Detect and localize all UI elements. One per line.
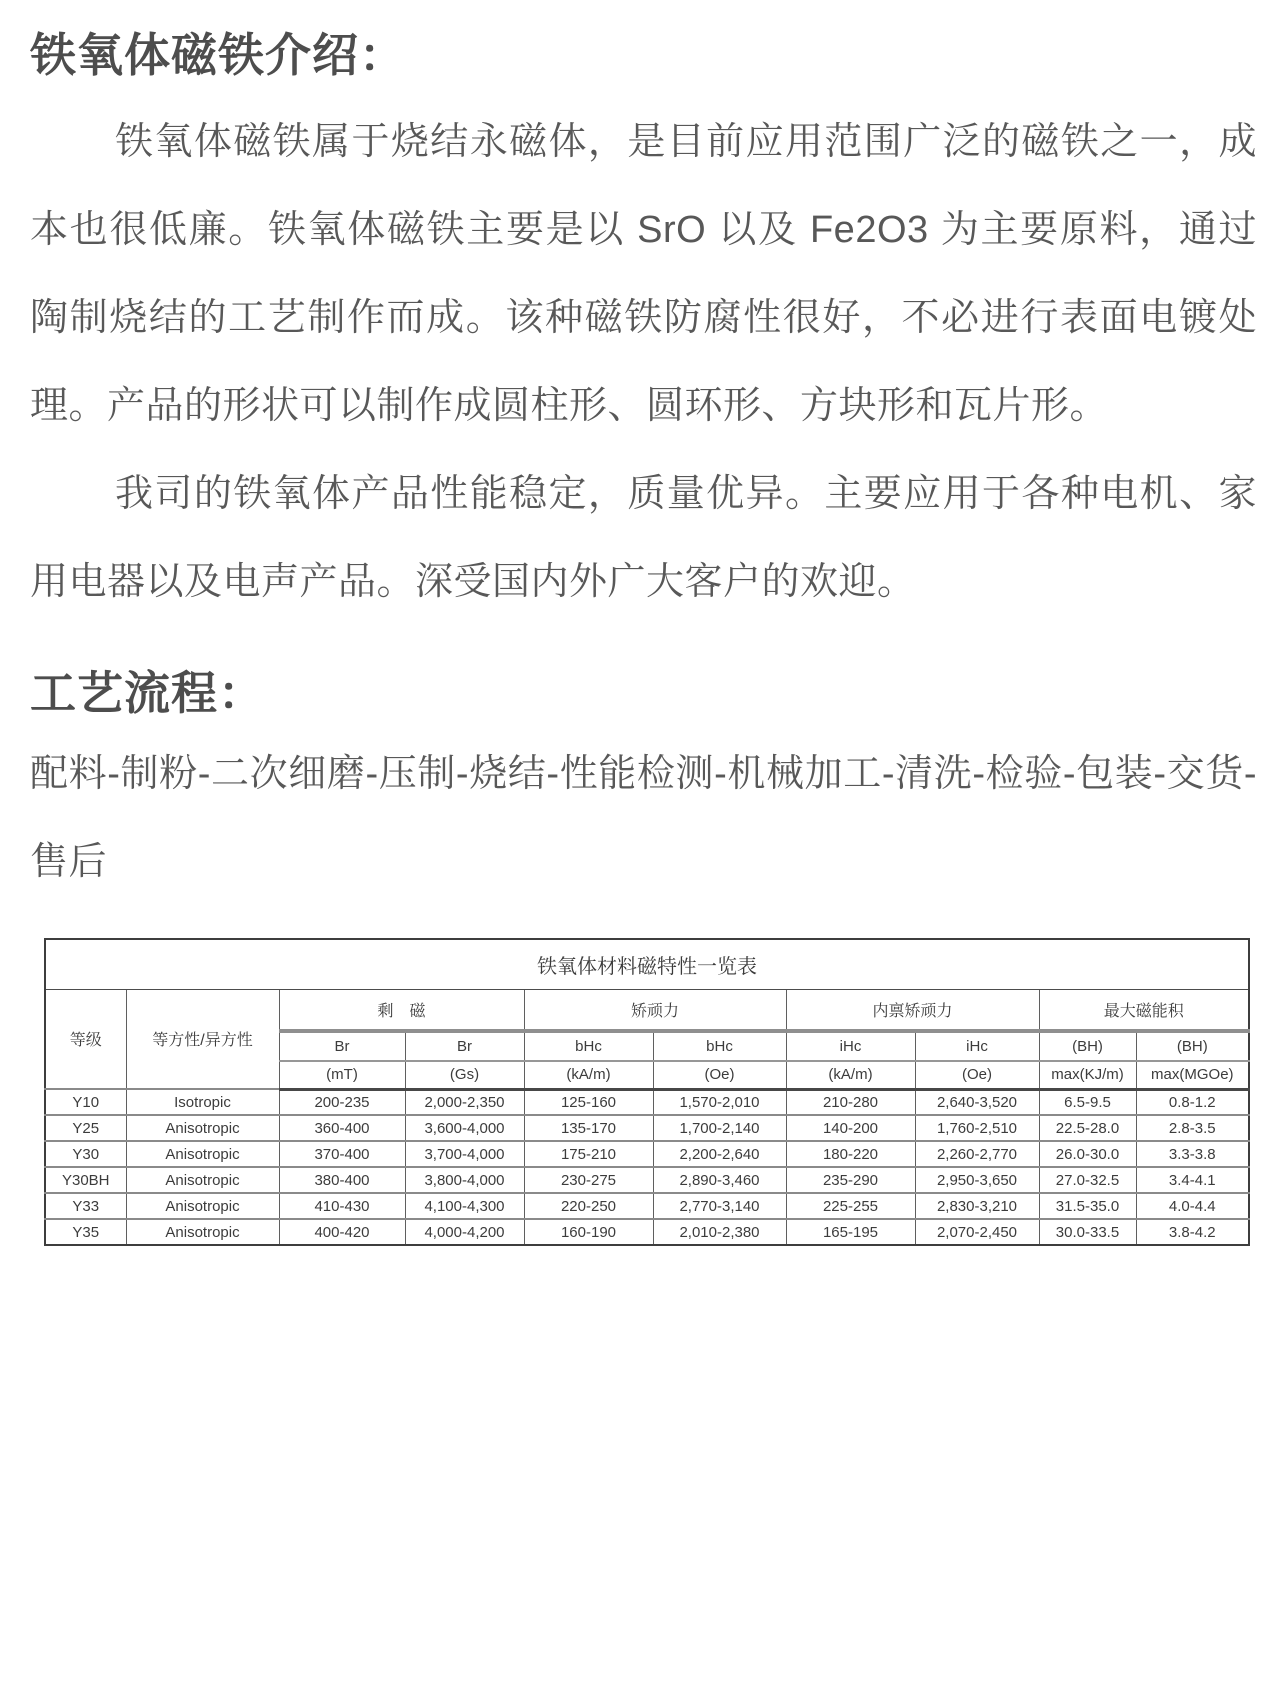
grade-cell: Y25 [45, 1115, 126, 1141]
table-cell: 3,700-4,000 [405, 1141, 524, 1167]
unit-bhc-kam: (kA/m) [524, 1061, 653, 1089]
table-cell: 2,260-2,770 [915, 1141, 1039, 1167]
table-cell: 6.5-9.5 [1039, 1089, 1136, 1115]
grade-cell: Y30BH [45, 1167, 126, 1193]
table-row-y25 [45, 1115, 1249, 1141]
table-cell: 220-250 [524, 1193, 653, 1219]
table-cell: 4,100-4,300 [405, 1193, 524, 1219]
table-cell: 4.0-4.4 [1136, 1193, 1249, 1219]
intro-paragraph-2: 我司的铁氧体产品性能稳定，质量优异。主要应用于各种电机、家用电器以及电声产品。深受国内外广大客户的欢迎。 [30, 473, 1257, 603]
table-cell: 370-400 [279, 1141, 405, 1167]
table-row-y30bh [45, 1167, 1249, 1193]
unit-br-gs: (Gs) [405, 1061, 524, 1089]
table-cell: 2,640-3,520 [915, 1089, 1039, 1115]
table-cell: 2.8-3.5 [1136, 1115, 1249, 1141]
table-cell: 2,890-3,460 [653, 1167, 786, 1193]
table-cell: 135-170 [524, 1115, 653, 1141]
table-cell: 140-200 [786, 1115, 915, 1141]
table-cell: 3,600-4,000 [405, 1115, 524, 1141]
unit-bhc-oe: (Oe) [653, 1061, 786, 1089]
table-cell: 400-420 [279, 1219, 405, 1245]
table-cell: 165-195 [786, 1219, 915, 1245]
table-cell: 125-160 [524, 1089, 653, 1115]
table-cell: 2,200-2,640 [653, 1141, 786, 1167]
col-header-bhc-oe: bHc [653, 1031, 786, 1061]
grade-cell: Y10 [45, 1089, 126, 1115]
table-cell: 3,800-4,000 [405, 1167, 524, 1193]
table-row-y35 [45, 1219, 1249, 1245]
col-header-br-gs: Br [405, 1031, 524, 1061]
table-cell: 1,700-2,140 [653, 1115, 786, 1141]
table-cell: 1,570-2,010 [653, 1089, 786, 1115]
table-cell: 410-430 [279, 1193, 405, 1219]
table-cell: 360-400 [279, 1115, 405, 1141]
table-cell: 2,070-2,450 [915, 1219, 1039, 1245]
isotropy-cell: Isotropic [126, 1089, 279, 1115]
table-cell: 2,770-3,140 [653, 1193, 786, 1219]
table-cell: 0.8-1.2 [1136, 1089, 1249, 1115]
isotropy-cell: Anisotropic [126, 1115, 279, 1141]
table-group-header-row [45, 989, 1249, 1031]
table-cell: 230-275 [524, 1167, 653, 1193]
unit-bh-kjm: max(KJ/m) [1039, 1061, 1136, 1089]
table-cell: 380-400 [279, 1167, 405, 1193]
col-header-isotropy: 等方性/异方性 [126, 989, 279, 1089]
col-header-ihc-oe: iHc [915, 1031, 1039, 1061]
ferrite-properties-table [44, 938, 1250, 1246]
process-flow-text: 配料-制粉-二次细磨-压制-烧结-性能检测-机械加工-清洗-检验-包装-交货-售后 [30, 753, 1257, 883]
isotropy-cell: Anisotropic [126, 1141, 279, 1167]
col-header-ihc-kam: iHc [786, 1031, 915, 1061]
col-header-grade: 等级 [45, 989, 126, 1089]
table-cell: 210-280 [786, 1089, 915, 1115]
table-cell: 2,950-3,650 [915, 1167, 1039, 1193]
table-title: 铁氧体材料磁特性一览表 [45, 939, 1249, 989]
unit-ihc-kam: (kA/m) [786, 1061, 915, 1089]
table-header [45, 939, 1249, 1089]
table-row-y10 [45, 1089, 1249, 1115]
table-row-y33 [45, 1193, 1249, 1219]
isotropy-cell: Anisotropic [126, 1167, 279, 1193]
col-header-br-mt: Br [279, 1031, 405, 1061]
table-cell: 180-220 [786, 1141, 915, 1167]
col-header-bh-mgoe: (BH) [1136, 1031, 1249, 1061]
table-cell: 175-210 [524, 1141, 653, 1167]
table-cell: 3.8-4.2 [1136, 1219, 1249, 1245]
table-row-y30 [45, 1141, 1249, 1167]
table-cell: 2,010-2,380 [653, 1219, 786, 1245]
table-cell: 160-190 [524, 1219, 653, 1245]
table-cell: 3.3-3.8 [1136, 1141, 1249, 1167]
group-header-intrinsic-coercivity: 内禀矫顽力 [786, 989, 1039, 1031]
intro-heading: 铁氧体磁铁介绍： [30, 29, 406, 81]
table-cell: 26.0-30.0 [1039, 1141, 1136, 1167]
table-cell: 200-235 [279, 1089, 405, 1115]
group-header-coercivity: 矫顽力 [524, 989, 786, 1031]
unit-br-mt: (mT) [279, 1061, 405, 1089]
col-header-bh-kjm: (BH) [1039, 1031, 1136, 1061]
grade-cell: Y33 [45, 1193, 126, 1219]
unit-bh-mgoe: max(MGOe) [1136, 1061, 1249, 1089]
table-cell: 30.0-33.5 [1039, 1219, 1136, 1245]
isotropy-cell: Anisotropic [126, 1193, 279, 1219]
intro-paragraph-1: 铁氧体磁铁属于烧结永磁体，是目前应用范围广泛的磁铁之一，成本也很低廉。铁氧体磁铁主要是以 SrO 以及 Fe2O3 为主要原料，通过陶制烧结的工艺制作而成。该种磁铁防腐性很好，不必进行表面电镀处理。产品的形状可以制作成圆柱形、圆环形、方块形和瓦片形。 [30, 121, 1257, 427]
unit-ihc-oe: (Oe) [915, 1061, 1039, 1089]
group-header-max-energy-product: 最大磁能积 [1039, 989, 1249, 1031]
table-cell: 2,830-3,210 [915, 1193, 1039, 1219]
table-cell: 27.0-32.5 [1039, 1167, 1136, 1193]
col-header-bhc-kam: bHc [524, 1031, 653, 1061]
table-title-row [45, 939, 1249, 989]
table-cell: 2,000-2,350 [405, 1089, 524, 1115]
table-cell: 4,000-4,200 [405, 1219, 524, 1245]
table-cell: 225-255 [786, 1193, 915, 1219]
table-cell: 3.4-4.1 [1136, 1167, 1249, 1193]
isotropy-cell: Anisotropic [126, 1219, 279, 1245]
grade-cell: Y30 [45, 1141, 126, 1167]
process-heading: 工艺流程： [30, 667, 265, 719]
table-body [45, 1089, 1249, 1245]
group-header-remanence: 剩 磁 [279, 989, 524, 1031]
table-cell: 31.5-35.0 [1039, 1193, 1136, 1219]
table-cell: 235-290 [786, 1167, 915, 1193]
grade-cell: Y35 [45, 1219, 126, 1245]
table-cell: 22.5-28.0 [1039, 1115, 1136, 1141]
table-cell: 1,760-2,510 [915, 1115, 1039, 1141]
